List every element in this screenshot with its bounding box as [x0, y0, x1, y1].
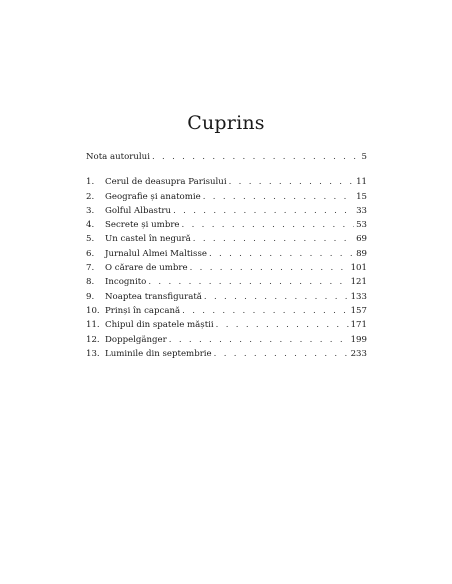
toc-page-number: 133 [350, 291, 367, 302]
toc-chapter-number: 12. [86, 334, 100, 345]
toc-page-number: 89 [356, 248, 367, 259]
toc-chapter-number: 6. [86, 248, 95, 259]
toc-label: O cărare de umbre [105, 263, 188, 274]
dot-leader [182, 304, 348, 318]
toc-label: Geografie și anatomie [105, 191, 201, 202]
toc-label: Secrete și umbre [105, 220, 180, 231]
dot-leader [190, 261, 349, 275]
toc-row [86, 175, 367, 189]
toc-chapter-number: 5. [86, 234, 95, 245]
dot-leader [204, 290, 349, 304]
toc-label: Chipul din spatele măștii [105, 320, 214, 331]
toc-page-number: 101 [350, 263, 367, 274]
dot-leader [229, 175, 354, 189]
toc-row [86, 304, 367, 318]
toc-page-number: 69 [356, 234, 367, 245]
dot-leader [203, 190, 354, 204]
dot-leader [173, 204, 354, 218]
page-title: Cuprins [187, 112, 265, 134]
toc-page-number: 11 [356, 177, 367, 188]
toc-chapter-number: 10. [86, 305, 100, 316]
toc-row-note [86, 150, 367, 164]
toc-label: Prinși în capcană [105, 305, 181, 316]
toc-chapter-number: 7. [86, 263, 95, 274]
toc-label: Luminile din septembrie [105, 348, 212, 359]
toc-page-number: 53 [356, 220, 367, 231]
dot-leader [214, 347, 349, 361]
toc-label: Nota autorului [86, 152, 150, 162]
dot-leader [216, 318, 349, 332]
table-of-contents [86, 150, 367, 361]
toc-page-number: 157 [350, 305, 367, 316]
toc-row [86, 204, 367, 218]
dot-leader [193, 232, 354, 246]
toc-label: Incognito [105, 277, 147, 288]
toc-chapter-number: 9. [86, 291, 95, 302]
toc-row [86, 232, 367, 246]
toc-page-number: 233 [350, 348, 367, 359]
toc-chapter-number: 2. [86, 191, 95, 202]
dot-leader [209, 247, 354, 261]
toc-page-number: 15 [356, 191, 367, 202]
toc-label: Un castel în negură [105, 234, 191, 245]
toc-row [86, 275, 367, 289]
toc-row [86, 190, 367, 204]
toc-label: Golful Albastru [105, 205, 172, 216]
toc-label: Jurnalul Almei Maltisse [105, 248, 207, 259]
toc-chapter-number: 3. [86, 205, 95, 216]
toc-row [86, 318, 367, 332]
toc-label: Doppelgänger [105, 334, 167, 345]
toc-page-number: 199 [350, 334, 367, 345]
toc-page-number: 33 [356, 205, 367, 216]
toc-chapter-number: 11. [86, 320, 100, 331]
toc-page-number: 5 [361, 152, 367, 162]
toc-row [86, 247, 367, 261]
dot-leader [148, 275, 348, 289]
toc-page-number: 171 [350, 320, 367, 331]
toc-label: Cerul de deasupra Parisului [105, 177, 227, 188]
toc-row [86, 290, 367, 304]
toc-chapter-number: 4. [86, 220, 95, 231]
toc-chapter-number: 13. [86, 348, 100, 359]
toc-page-number: 121 [350, 277, 367, 288]
toc-chapter-number: 8. [86, 277, 95, 288]
toc-chapter-number: 1. [86, 177, 95, 188]
toc-row [86, 333, 367, 347]
toc-row [86, 261, 367, 275]
dot-leader [152, 150, 360, 164]
dot-leader [182, 218, 355, 232]
dot-leader [169, 333, 349, 347]
toc-label: Noaptea transfigurată [105, 291, 202, 302]
toc-row [86, 218, 367, 232]
toc-row [86, 347, 367, 361]
